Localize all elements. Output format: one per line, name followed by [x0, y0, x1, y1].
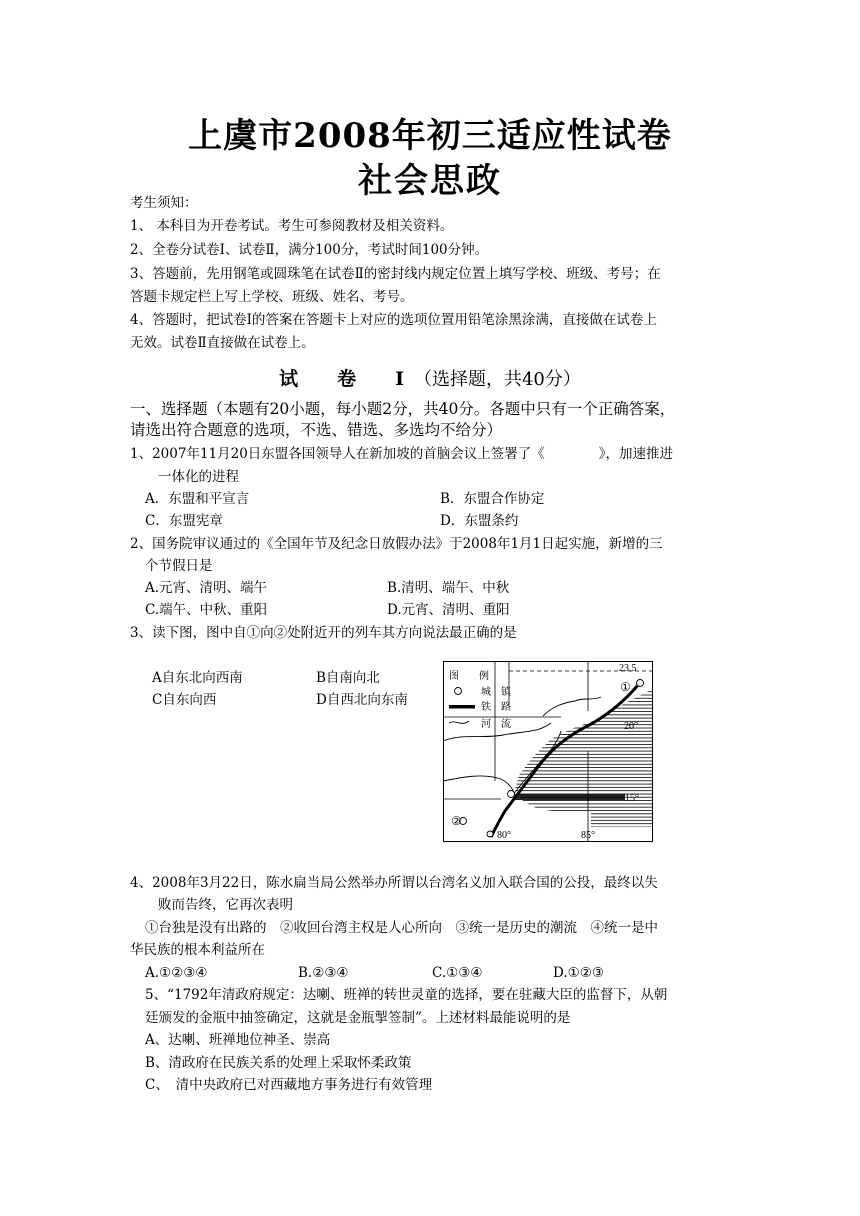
q1-option-c: C．东盟宪章	[145, 513, 223, 529]
legend-city: 城 镇	[481, 687, 511, 698]
question-4-items: ①台独是没有出路的 ②收回台湾主权是人心所向 ③统一是历史的潮流 ④统一是中	[145, 920, 658, 936]
lon-label: 85°	[581, 830, 595, 841]
railway-map	[443, 661, 653, 842]
lat-label: 20°	[624, 721, 638, 732]
city-marker	[487, 831, 493, 837]
lat-label: 15°	[625, 793, 639, 804]
part-instructions: 一、选择题（本题有20小题，每小题2分，共40分。各题中只有一个正确答案，	[130, 400, 676, 418]
question-3-stem: 3、读下图，图中自①向②处附近开的列车其方向说法最正确的是	[130, 625, 517, 641]
notice-item: 答题卡规定栏上写上学校、班级、姓名、考号。	[130, 289, 414, 305]
q1-option-d: D．东盟条约	[440, 513, 519, 529]
q2-option-c: C.端午、中秋、重阳	[145, 602, 268, 618]
question-2-stem: 2、国务院审议通过的《全国年节及纪念日放假办法》于2008年1月1日起实施，新增的三	[130, 536, 663, 552]
question-1-stem: 一体化的进程	[158, 469, 239, 485]
section-note: （选择题，共40分）	[413, 369, 581, 390]
part-instructions: 请选出符合题意的选项，不选、错选、多选均不给分）	[130, 421, 503, 439]
q5-option-c: C、 清中央政府已对西藏地方事务进行有效管理	[145, 1077, 433, 1093]
legend-title: 图 例	[449, 671, 489, 682]
q2-option-d: D.元宵、清明、重阳	[387, 602, 510, 618]
q1-option-b: B．东盟合作协定	[440, 491, 545, 507]
city-icon	[455, 688, 462, 695]
lat-label: 23.5	[619, 663, 637, 674]
notice-item: 3、答题前，先用钢笔或圆珠笔在试卷Ⅱ的密封线内规定位置上填写学校、班级、考号；在	[130, 266, 661, 282]
q3-option-a: A自东北向西南	[152, 670, 243, 686]
question-1-stem: 1、2007年11月20日东盟各国领导人在新加坡的首脑会议上签署了《 》，加速推进	[130, 446, 674, 462]
q4-option-c: C.①③④	[432, 965, 483, 981]
point-2-label: ②	[451, 814, 462, 828]
q2-option-b: B.清明、端午、中秋	[387, 580, 510, 596]
question-5-stem: 5、“1792年清政府规定：达喇、班禅的转世灵童的选择，要在驻藏大臣的监督下，从朝	[145, 987, 668, 1003]
q1-option-a: A．东盟和平宣言	[145, 491, 250, 507]
q3-option-d: D自西北向东南	[316, 692, 408, 708]
notice-item: 4、答题时，把试卷Ⅰ的答案在答题卡上对应的选项位置用铅笔涂黑涂满，直接做在试卷上	[130, 312, 657, 328]
city-marker	[637, 680, 644, 687]
lon-label: 80°	[497, 830, 511, 841]
q4-option-b: B.②③④	[298, 965, 349, 981]
q3-option-c: C自东向西	[152, 692, 217, 708]
question-4-stem: 败而告终，它再次表明	[158, 897, 293, 913]
city-marker	[508, 791, 515, 798]
q4-option-d: D.①②③	[553, 965, 604, 981]
question-5-stem: 廷颁发的金瓶中抽签确定，这就是金瓶掣签制”。上述材料最能说明的是	[145, 1010, 571, 1026]
legend-railway: 铁 路	[481, 702, 511, 713]
q5-option-b: B、清政府在民族关系的处理上采取怀柔政策	[145, 1055, 412, 1071]
q4-option-a: A.①②③④	[145, 965, 208, 981]
legend-river: 河 流	[481, 719, 511, 730]
notice-item: 无效。试卷Ⅱ直接做在试卷上。	[130, 335, 315, 351]
q3-option-b: B自南向北	[316, 670, 380, 686]
section-label: 试 卷 Ⅰ	[279, 368, 414, 390]
q5-option-a: A、达喇、班禅地位神圣、崇高	[145, 1032, 331, 1048]
question-4-items: 华民族的根本利益所在	[130, 942, 265, 958]
notice-item: 2、全卷分试卷Ⅰ、试卷Ⅱ，满分100分，考试时间100分钟。	[130, 242, 489, 258]
sea-band	[515, 794, 625, 800]
notice-item: 1、 本科目为开卷考试。考生可参阅教材及相关资料。	[130, 218, 454, 234]
page-subtitle: 社会思政	[358, 161, 502, 201]
q2-option-a: A.元宵、清明、端午	[145, 580, 268, 596]
railway-legend-icon	[449, 705, 475, 709]
question-2-stem: 个节假日是	[145, 558, 213, 574]
point-1-label: ①	[620, 680, 631, 694]
section-header	[0, 364, 860, 391]
question-4-stem: 4、2008年3月22日，陈水扁当局公然举办所谓以台湾名义加入联合国的公投，最终以失	[130, 875, 658, 891]
page-title: 上虞市2008年初三适应性试卷	[188, 116, 672, 156]
notice-heading: 考生须知：	[130, 195, 198, 211]
sea-area	[591, 813, 653, 827]
